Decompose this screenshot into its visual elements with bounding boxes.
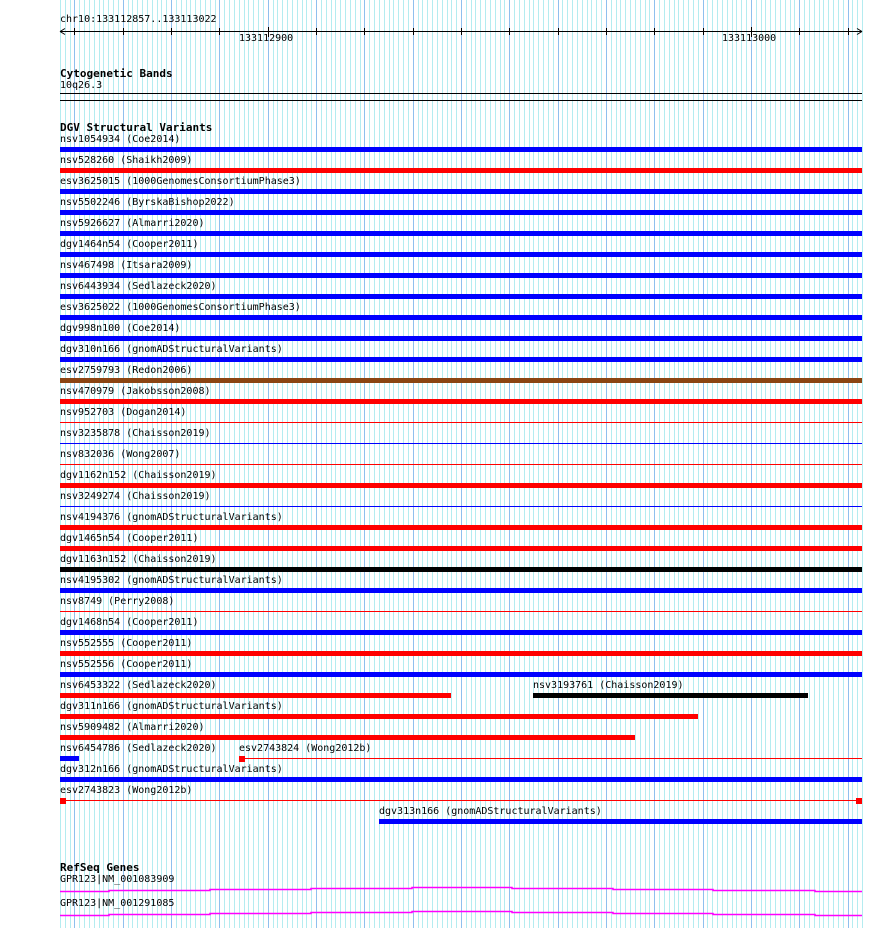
variant-label[interactable]: nsv5909482 (Almarri2020) [60, 722, 205, 733]
variant-bar[interactable] [60, 546, 862, 551]
variant-label[interactable]: nsv467498 (Itsara2009) [60, 260, 193, 271]
variant-label[interactable]: dgv1468n54 (Cooper2011) [60, 617, 199, 628]
variant-bar[interactable] [60, 378, 862, 383]
variant-label[interactable]: dgv310n166 (gnomADStructuralVariants) [60, 344, 283, 355]
variant-label[interactable]: dgv998n100 (Coe2014) [60, 323, 181, 334]
ruler-tick-label: 133112900 [239, 33, 294, 44]
variant-bar[interactable] [379, 819, 862, 824]
variant-line[interactable] [60, 611, 862, 612]
variant-bar[interactable] [60, 567, 862, 572]
variant-bar[interactable] [60, 777, 862, 782]
variant-bar[interactable] [60, 630, 862, 635]
variant-label[interactable]: nsv6443934 (Sedlazeck2020) [60, 281, 217, 292]
variant-bar[interactable] [60, 483, 862, 488]
variant-label[interactable]: dgv1464n54 (Cooper2011) [60, 239, 199, 250]
variant-label[interactable]: nsv5926627 (Almarri2020) [60, 218, 205, 229]
variant-bar[interactable] [60, 252, 862, 257]
variant-bar[interactable] [60, 336, 862, 341]
variant-line[interactable] [60, 506, 862, 507]
variant-label[interactable]: esv2759793 (Redon2006) [60, 365, 193, 376]
variant-label[interactable]: esv3625015 (1000GenomesConsortiumPhase3) [60, 176, 301, 187]
variant-bar[interactable] [60, 189, 862, 194]
variant-label[interactable]: dgv312n166 (gnomADStructuralVariants) [60, 764, 283, 775]
location-label: chr10:133112857..133113022 [60, 14, 217, 25]
dgv-track-title[interactable]: DGV Structural Variants [60, 121, 213, 134]
variant-label[interactable]: nsv470979 (Jakobsson2008) [60, 386, 211, 397]
variant-line[interactable] [239, 758, 862, 759]
cytoband-label: 10q26.3 [60, 80, 103, 91]
variant-label[interactable]: dgv1163n152 (Chaisson2019) [60, 554, 217, 565]
variant-bar[interactable] [60, 672, 862, 677]
variant-bar[interactable] [533, 693, 808, 698]
variant-label[interactable]: nsv3193761 (Chaisson2019) [533, 680, 684, 691]
variant-bar[interactable] [60, 210, 862, 215]
variant-bar[interactable] [60, 273, 862, 278]
variant-bar[interactable] [60, 294, 862, 299]
variant-bar[interactable] [60, 714, 698, 719]
variant-label[interactable]: nsv552556 (Cooper2011) [60, 659, 193, 670]
cytoband-bar[interactable] [60, 93, 862, 94]
track-divider [60, 100, 862, 101]
variant-label[interactable]: esv2743823 (Wong2012b) [60, 785, 193, 796]
refseq-track-title[interactable]: RefSeq Genes [60, 861, 140, 874]
variant-bar[interactable] [60, 525, 862, 530]
variant-label[interactable]: nsv5502246 (ByrskaBishop2022) [60, 197, 235, 208]
variant-label[interactable]: nsv832036 (Wong2007) [60, 449, 181, 460]
variant-bar[interactable] [60, 315, 862, 320]
variant-line[interactable] [60, 464, 862, 465]
variant-bar[interactable] [60, 357, 862, 362]
variant-bar[interactable] [60, 147, 862, 152]
variant-label[interactable]: dgv311n166 (gnomADStructuralVariants) [60, 701, 283, 712]
variant-label[interactable]: nsv528260 (Shaikh2009) [60, 155, 193, 166]
variant-label[interactable]: nsv552555 (Cooper2011) [60, 638, 193, 649]
variant-label[interactable]: dgv1162n152 (Chaisson2019) [60, 470, 217, 481]
gene-label[interactable]: GPR123|NM_001083909 [60, 874, 175, 885]
variant-label[interactable]: nsv3249274 (Chaisson2019) [60, 491, 211, 502]
variant-line[interactable] [60, 443, 862, 444]
variant-label[interactable]: nsv8749 (Perry2008) [60, 596, 175, 607]
ruler-tick-label: 133113000 [722, 33, 777, 44]
variant-end-marker[interactable] [60, 798, 66, 804]
gene-label[interactable]: GPR123|NM_001291085 [60, 898, 175, 909]
cytobands-track-title[interactable]: Cytogenetic Bands [60, 67, 173, 80]
variant-bar[interactable] [60, 588, 862, 593]
variant-bar[interactable] [60, 231, 862, 236]
variant-label[interactable]: esv3625022 (1000GenomesConsortiumPhase3) [60, 302, 301, 313]
variant-label[interactable]: nsv3235878 (Chaisson2019) [60, 428, 211, 439]
variant-label[interactable]: dgv313n166 (gnomADStructuralVariants) [379, 806, 602, 817]
variant-end-marker[interactable] [856, 798, 862, 804]
variant-bar[interactable] [60, 756, 79, 761]
variant-label[interactable]: nsv4195302 (gnomADStructuralVariants) [60, 575, 283, 586]
variant-label[interactable]: nsv4194376 (gnomADStructuralVariants) [60, 512, 283, 523]
variant-line[interactable] [60, 800, 862, 801]
variant-bar[interactable] [60, 651, 862, 656]
variant-bar[interactable] [60, 168, 862, 173]
variant-label[interactable]: nsv6454786 (Sedlazeck2020) [60, 743, 217, 754]
variant-label[interactable]: esv2743824 (Wong2012b) [239, 743, 372, 754]
variant-bar[interactable] [60, 693, 451, 698]
variant-label[interactable]: dgv1465n54 (Cooper2011) [60, 533, 199, 544]
variant-bar[interactable] [60, 399, 862, 404]
variant-label[interactable]: nsv6453322 (Sedlazeck2020) [60, 680, 217, 691]
variant-label[interactable]: nsv952703 (Dogan2014) [60, 407, 187, 418]
variant-end-marker[interactable] [239, 756, 245, 762]
variant-bar[interactable] [60, 735, 635, 740]
variant-label[interactable]: nsv1054934 (Coe2014) [60, 134, 181, 145]
variant-line[interactable] [60, 422, 862, 423]
